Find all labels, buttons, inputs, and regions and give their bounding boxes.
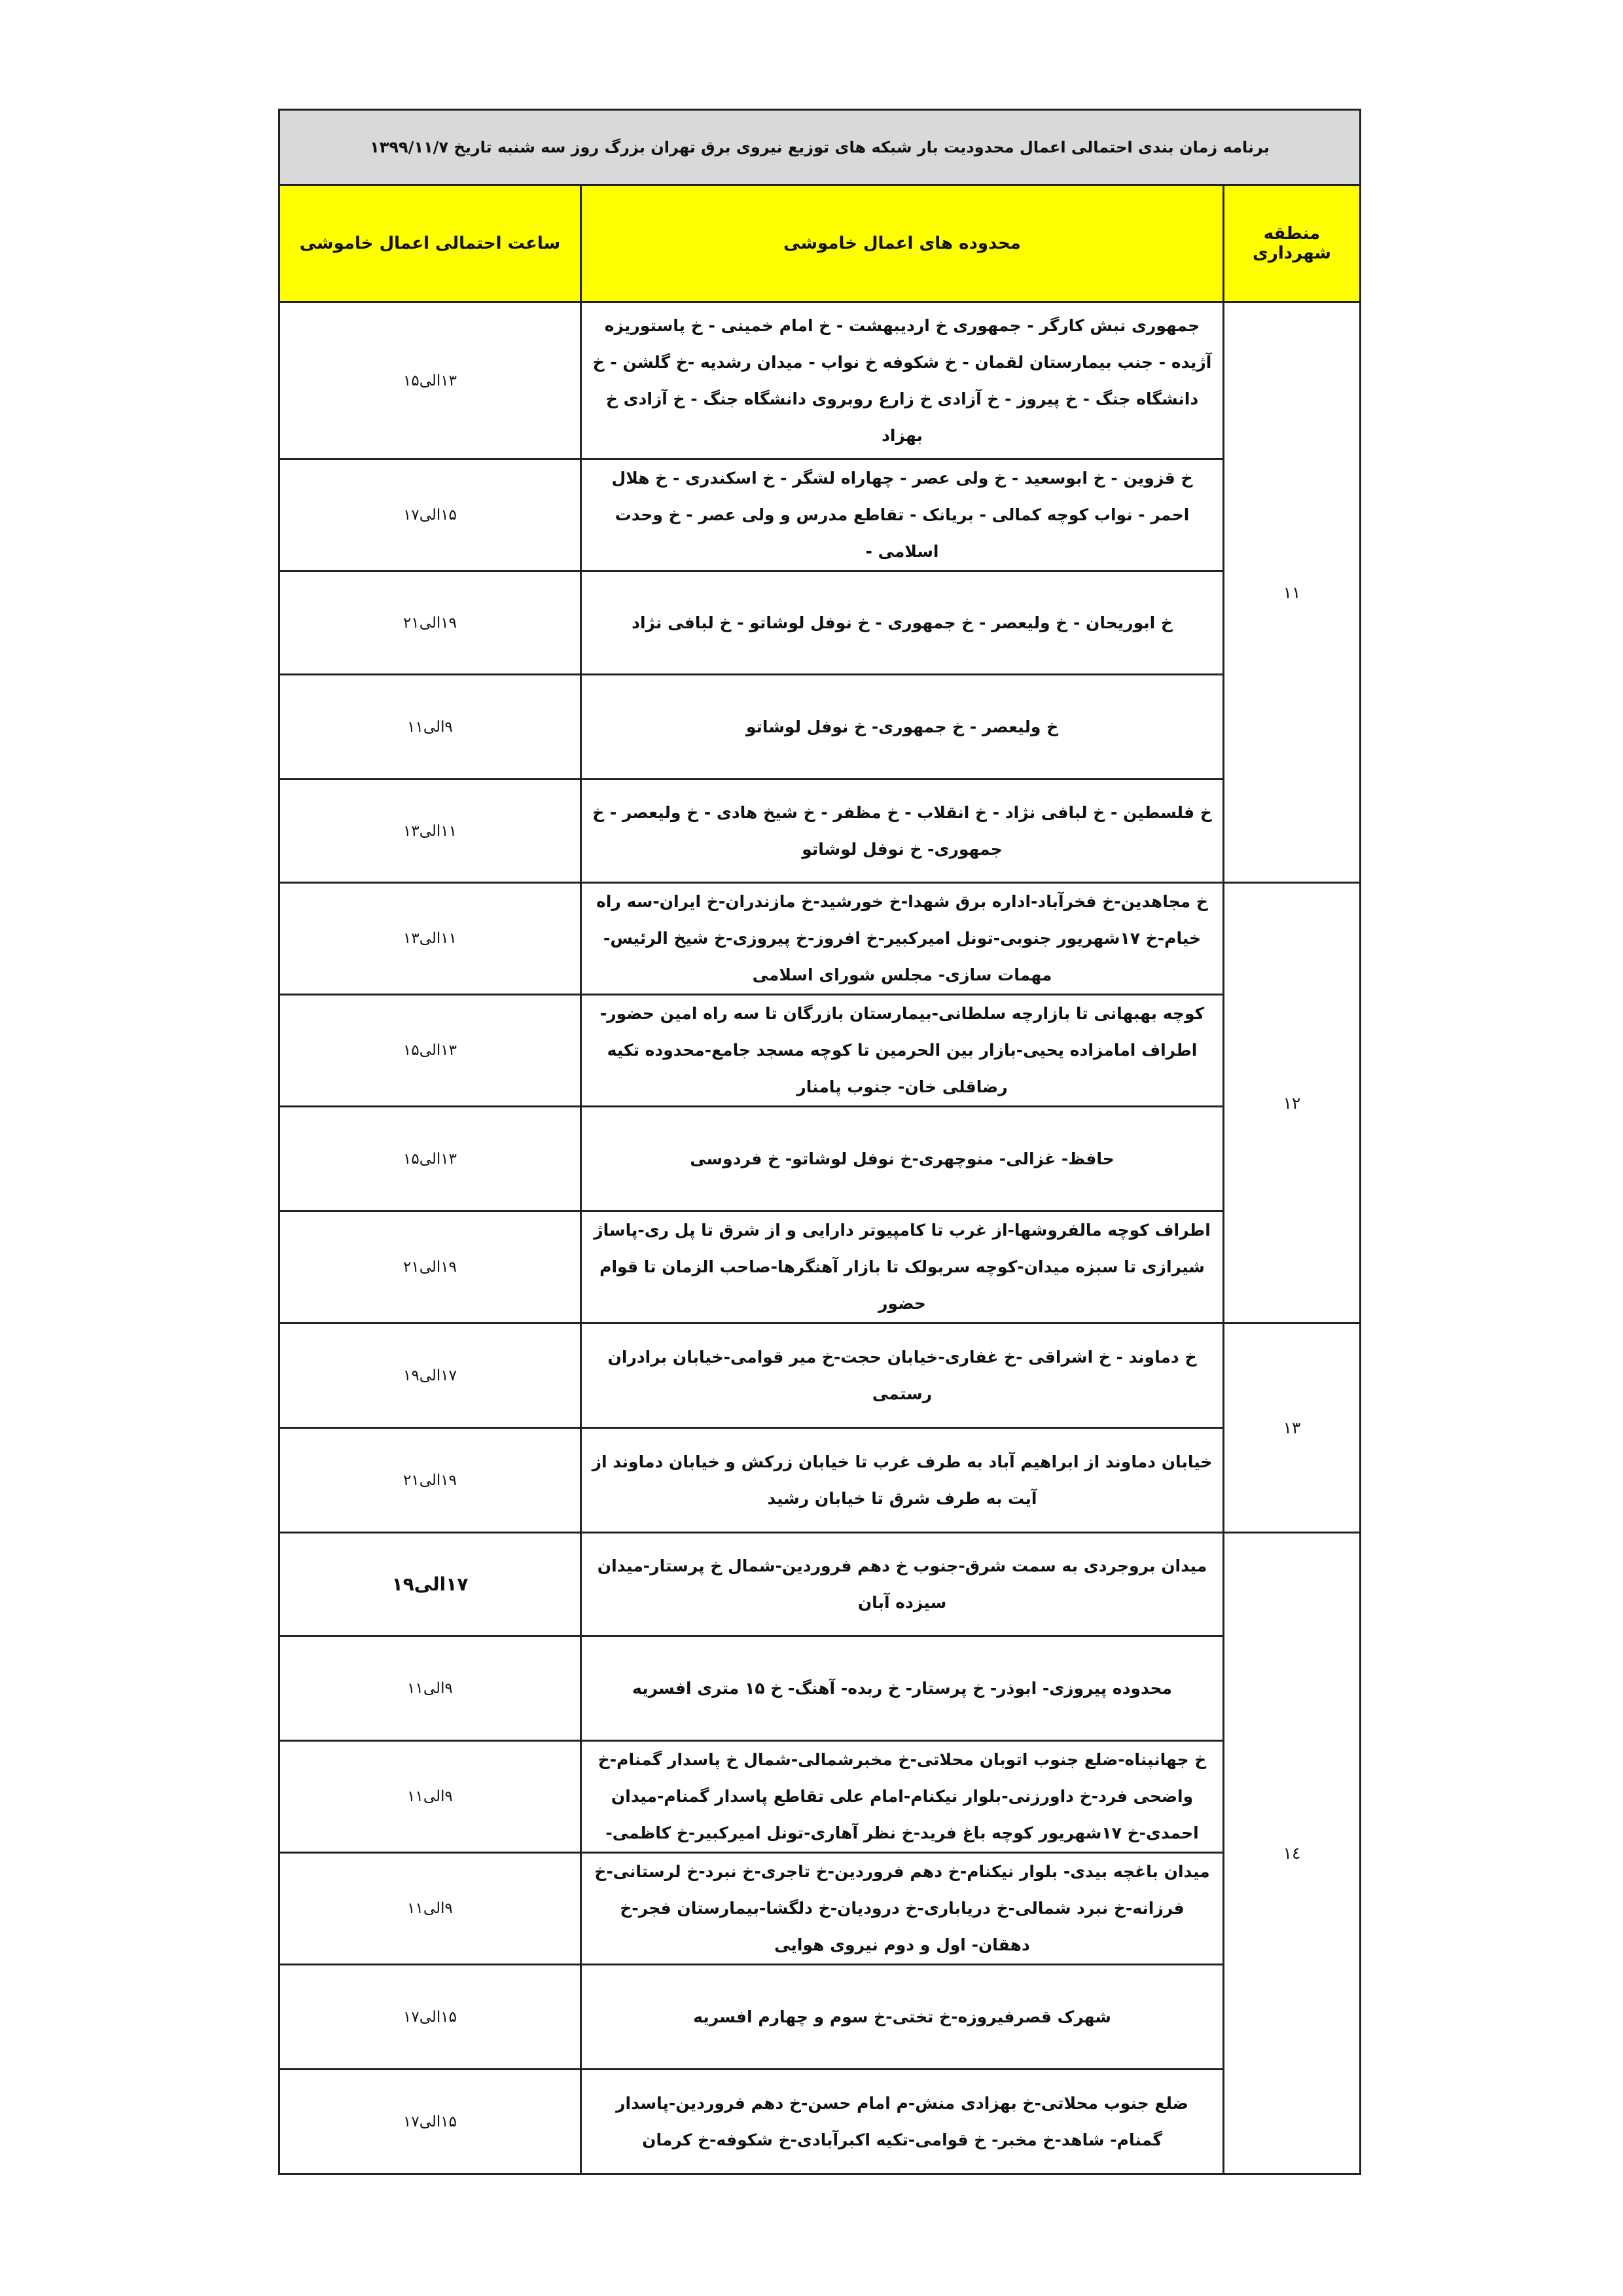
header-areas: محدوده های اعمال خاموشی: [581, 185, 1224, 302]
table-row: [279, 883, 1361, 995]
table-row: [279, 1211, 1361, 1323]
header-hours: ساعت احتمالی اعمال خاموشی: [279, 185, 581, 302]
table-row: [279, 2070, 1361, 2174]
hours-cell: ۹الی۱۱: [279, 675, 581, 780]
region-cell: ۱٤: [1224, 1533, 1361, 2174]
table-body: [279, 302, 1361, 2174]
areas-cell: خیابان دماوند از ابراهیم آباد به طرف غرب تا خیابان زرکش و خیابان دماوند از آیت به طرف شرق تا خیابان رشید: [581, 1428, 1224, 1533]
hours-cell: ۱۳الی۱۵: [279, 1107, 581, 1211]
table-row: [279, 459, 1361, 571]
hours-cell: ۱۵الی۱۷: [279, 1965, 581, 2070]
areas-cell: خ ابوریحان - خ ولیعصر - خ جمهوری - خ نوفل لوشاتو - خ لبافی نژاد: [581, 571, 1224, 675]
hours-cell: ۱۳الی۱۵: [279, 995, 581, 1107]
table-row: [279, 1323, 1361, 1428]
table-row: [279, 675, 1361, 780]
areas-cell: میدان بروجردی به سمت شرق-جنوب خ دهم فروردین-شمال خ پرستار-میدان سیزده آبان: [581, 1533, 1224, 1636]
hours-cell: ۱۱الی۱۳: [279, 883, 581, 995]
areas-cell: محدوده پیروزی- ابوذر- خ پرستار- خ ربده- آهنگ- خ ۱۵ متری افسریه: [581, 1636, 1224, 1741]
table-row: [279, 1853, 1361, 1965]
table-row: [279, 780, 1361, 883]
areas-cell: خ مجاهدین-خ فخرآباد-اداره برق شهدا-خ خورشید-خ مازندران-خ ایران-سه راه خیام-خ ۱۷شهریور جنوبی-تونل امیرکبیر-خ افروز-خ پیروزی-خ شیخ الرئیس-مهمات سازی- مجلس شورای اسلامی: [581, 883, 1224, 995]
region-cell: ۱۳: [1224, 1323, 1361, 1533]
hours-cell: ۱۳الی۱۵: [279, 302, 581, 459]
table-row: [279, 1428, 1361, 1533]
areas-cell: خ دماوند - خ اشراقی -خ غفاری-خیابان حجت-خ میر قوامی-خیابان برادران رستمی: [581, 1323, 1224, 1428]
table-row: [279, 1107, 1361, 1211]
hours-cell: ۹الی۱۱: [279, 1741, 581, 1853]
table-row: [279, 1533, 1361, 1636]
table-row: [279, 302, 1361, 459]
document-title: برنامه زمان بندی احتمالی اعمال محدودیت بار شبکه های توزیع نیروی برق تهران بزرگ روز سه شنبه تاریخ ۱۳۹۹/۱۱/۷: [279, 110, 1361, 185]
hours-cell: ۹الی۱۱: [279, 1636, 581, 1741]
region-cell: ۱۱: [1224, 302, 1361, 883]
title-row: [279, 110, 1361, 185]
hours-cell: ۱۹الی۲۱: [279, 1211, 581, 1323]
areas-cell: خ فلسطین - خ لبافی نژاد - خ انقلاب - خ مظفر - خ شیخ هادی - خ ولیعصر - خ جمهوری- خ نوفل لوشاتو: [581, 780, 1224, 883]
areas-cell: خ قزوین - خ ابوسعید - خ ولی عصر - چهاراه لشگر - خ اسکندری - خ هلال احمر - نواب کوچه کمالی - بریانک - تقاطع مدرس و ولی عصر - خ وحدت اسلامی -: [581, 459, 1224, 571]
region-cell: ۱۲: [1224, 883, 1361, 1323]
hours-cell: ۱۷الی۱۹: [279, 1533, 581, 1636]
hours-cell: ۱۹الی۲۱: [279, 571, 581, 675]
areas-cell: جمهوری نبش کارگر - جمهوری خ اردیبهشت - خ امام خمینی - خ پاستوریزه آژیده - جنب بیمارستان لقمان - خ شکوفه خ نواب - میدان رشدیه -خ گلشن - خ دانشگاه جنگ - خ پیروز - خ آزادی خ زارع روبروی دانشگاه جنگ - خ آزادی خ بهزاد: [581, 302, 1224, 459]
areas-cell: حافظ- غزالی- منوچهری-خ نوفل لوشاتو- خ فردوسی: [581, 1107, 1224, 1211]
areas-cell: خ جهانپناه-ضلع جنوب اتوبان محلاتی-خ مخبرشمالی-شمال خ پاسدار گمنام-خ واضحی فرد-خ داورزنی-بلوار نیکنام-امام علی تقاطع پاسدار گمنام-میدان احمدی-خ ۱۷شهریور کوچه باغ فرید-خ نظر آهاری-تونل امیرکبیر-خ کاظمی-: [581, 1741, 1224, 1853]
hours-cell: ۱۵الی۱۷: [279, 2070, 581, 2174]
hours-cell: ۱۹الی۲۱: [279, 1428, 581, 1533]
areas-cell: کوچه بهبهانی تا بازارچه سلطانی-بیمارستان بازرگان تا سه راه امین حضور-اطراف امامزاده یحیی-بازار بین الحرمین تا کوچه مسجد جامع-محدوده تکیه رضاقلی خان- جنوب پامنار: [581, 995, 1224, 1107]
hours-cell: ۱۵الی۱۷: [279, 459, 581, 571]
schedule-table: [278, 109, 1361, 2175]
table-row: [279, 1636, 1361, 1741]
hours-cell: ۹الی۱۱: [279, 1853, 581, 1965]
areas-cell: اطراف کوچه مالفروشها-از غرب تا کامپیوتر دارایی و از شرق تا پل ری-پاساژ شیرازی تا سبزه میدان-کوچه سربولک تا بازار آهنگرها-صاحب الزمان تا قوام حضور: [581, 1211, 1224, 1323]
table-row: [279, 1965, 1361, 2070]
areas-cell: ضلع جنوب محلاتی-خ بهزادی منش-م امام حسن-خ دهم فروردین-پاسدار گمنام- شاهد-خ مخبر- خ قوامی-تکیه اکبرآبادی-خ شکوفه-خ کرمان: [581, 2070, 1224, 2174]
table-row: [279, 571, 1361, 675]
areas-cell: میدان باغچه بیدی- بلوار نیکنام-خ دهم فروردین-خ تاجری-خ نبرد-خ لرستانی-خ فرزانه-خ نبرد شمالی-خ دریاباری-خ درودیان-خ دلگشا-بیمارستان فجر-خ دهقان- اول و دوم نیروی هوایی: [581, 1853, 1224, 1965]
header-row: [279, 185, 1361, 302]
table-row: [279, 1741, 1361, 1853]
hours-cell: ۱۷الی۱۹: [279, 1323, 581, 1428]
table-row: [279, 995, 1361, 1107]
areas-cell: شهرک قصرفیروزه-خ تختی-خ سوم و چهارم افسریه: [581, 1965, 1224, 2070]
areas-cell: خ ولیعصر - خ جمهوری- خ نوفل لوشاتو: [581, 675, 1224, 780]
header-region: منطقه شهرداری: [1224, 185, 1361, 302]
hours-cell: ۱۱الی۱۳: [279, 780, 581, 883]
